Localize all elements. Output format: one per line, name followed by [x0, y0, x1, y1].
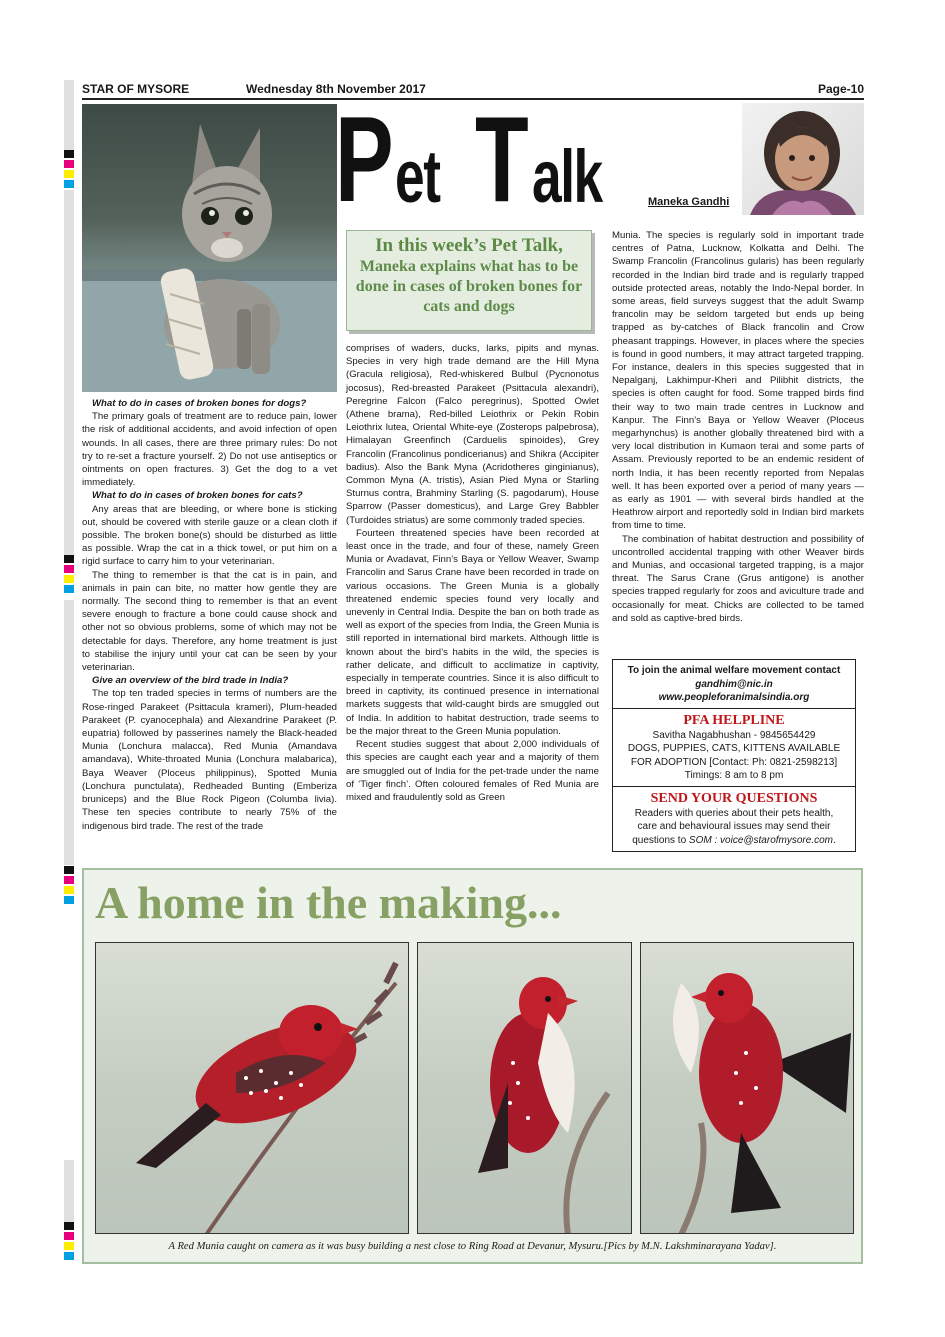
registration-mark	[64, 876, 74, 884]
masthead-letters-et: et	[395, 135, 440, 218]
registration-mark	[64, 896, 74, 904]
questions-line-2: care and behavioural issues may send their	[637, 821, 831, 832]
red-munia-illustration-1	[96, 943, 409, 1234]
helpline-contact: Savitha Nagabhushan - 9845654429	[652, 729, 816, 741]
adoption-line-2: FOR ADOPTION [Contact: Ph: 0821-2598213]	[630, 756, 838, 768]
article-paragraph: The primary goals of treatment are to reduce pain, lower the risk of additional accidents, and avoid infection of open wounds. In all cases, there are three primary rules: Do not try to re-set a fracture yourself. 2) Do not use antiseptics or ointments on open fractures. 3) Get the dog to a vet immediately.	[82, 411, 337, 489]
helpline-title: PFA HELPLINE	[683, 712, 785, 728]
paper-name: STAR OF MYSORE	[82, 82, 190, 96]
article-column-3	[612, 229, 864, 625]
registration-mark	[64, 160, 74, 168]
article-question: What to do in cases of broken bones for dogs?	[92, 398, 307, 409]
pull-quote-heading: In this week’s Pet Talk,	[375, 235, 563, 256]
registration-mark	[64, 180, 74, 188]
cat-photo-illustration	[82, 104, 337, 392]
cat-photo	[82, 104, 337, 392]
margin-strip	[64, 190, 74, 555]
questions-prefix: questions to	[632, 834, 689, 846]
questions-line-1: Readers with queries about their pets health,	[634, 807, 834, 819]
article-paragraph: Fourteen threatened species have been recorded at least once in the trade, and four of these, namely Green Munia or Avadavat, Finn’s Baya or Yellow Weaver, Swamp Francolin and Sarus Crane have been recorded in trade on various occasions. The Green Munia is a globally threatened endemic species found very locally and unevenly in Central India. Despite the ban on both trade as well as export of the species from India, the Green Munia is still reported in international bird markets. Although little is known about the bird’s habits in the wild, the species is rather delicate, and difficult to acclimatize in captivity, especially in temperate countries. Since it is also difficult to breed in captivity, its continued presence in international markets suggests that wild-caught birds are smuggled out of India. In addition to habitat destruction, trade seems to be the major threat to the Green Munia population.	[346, 527, 599, 737]
registration-mark	[64, 575, 74, 583]
article-paragraph: The combination of habitat destruction and possibility of uncontrolled accidental trapping with other Weaver birds and Munias, and occasional targeted trapping, is a major threat. The Sarus Crane (Grus antigone) is another species trapped regularly for zoos and aviculture trade and occasionally for meat. Chicks are collected to be tamed and sold as captive-bred birds.	[612, 533, 864, 624]
article-question: Give an overview of the bird trade in India?	[92, 675, 289, 687]
masthead-letters-alk: alk	[532, 135, 602, 218]
adoption-line-1: DOGS, PUPPIES, CATS, KITTENS AVAILABLE	[627, 743, 841, 754]
red-munia-illustration-2	[418, 943, 632, 1234]
article-paragraph: The top ten traded species in terms of numbers are the Rose-ringed Parakeet (Psittacula krameri), Plum-headed Parakeet (P. cyanocephala) and Alexandrine Parakeet (P. eupatria) followed by passerines namely the Black-headed Munia (Lonchura malacca), Red Munia (Amandava amandava), White-throated Munia (Lonchura malabarica), Baya Weaver (Ploceus philippinus), Spotted Munia (Lonchura punctulata), Redheaded Bunting (Emberiza bruniceps) and the Blue Rock Pigeon (Columba livia). These ten species contribute to nearly 75% of the indigenous bird trade. The rest of the trade	[82, 688, 337, 832]
author-byline: Maneka Gandhi	[648, 196, 730, 208]
issue-date: Wednesday 8th November 2017	[246, 82, 426, 96]
article-paragraph: comprises of waders, ducks, larks, pipits and mynas. Species in very high trade demand are the Hill Myna (Gracula religiosa), Red-whiskered Bulbul (Pycnonotus jocosus), Red-breasted Parakeet (Psittacula alexandri), Peregrine Falcon (Falco peregrinus), Spotted Owlet (Athene brama), Red-billed Leiothrix or Pekin Robin Leiothrix lutea, Oriental White-eye (Zosterops palpebrosa), Himalayan Greenfinch (Carduelis spinoides), Grey Francolin (Francolinus pondicerianus) and Shikra (Accipiter badius). Also the Bank Myna (Acridotheres ginginianus), Common Myna (A. tristis), Asian Pied Myna or Starling Sturnus contra, Brahminy Starling (S. pagodarum), House Sparrow (Passer domesticus), and Large Grey Babbler (Turdoides striatus) are some commonly traded species.	[346, 343, 599, 526]
red-munia-illustration-3	[641, 943, 854, 1234]
registration-mark	[64, 170, 74, 178]
page-header	[82, 80, 864, 100]
contact-email[interactable]: gandhim@nic.in	[695, 678, 773, 690]
questions-suffix: .	[833, 834, 836, 846]
registration-mark	[64, 1252, 74, 1260]
masthead-letter-p: P	[335, 91, 393, 227]
author-portrait-illustration	[742, 103, 864, 215]
article-column-1	[82, 397, 337, 833]
registration-mark	[64, 565, 74, 573]
photo-caption: A Red Munia caught on camera as it was busy building a nest close to Ring Road at Devanur, Mysuru.[Pics by M.N. Lakshminarayana Yadav].	[168, 1241, 777, 1252]
registration-mark	[64, 886, 74, 894]
margin-strip	[64, 1160, 74, 1222]
questions-title: SEND YOUR QUESTIONS	[650, 790, 818, 806]
margin-strip	[64, 600, 74, 865]
pull-quote	[346, 230, 592, 331]
divider	[613, 786, 855, 787]
registration-mark	[64, 1222, 74, 1230]
website-link[interactable]: www.peopleforanimalsindia.org	[658, 692, 810, 703]
photo-feature-title: A home in the making...	[95, 877, 562, 928]
helpline-timings: Timings: 8 am to 8 pm	[684, 770, 784, 781]
questions-line-3	[613, 834, 855, 848]
registration-mark	[64, 1232, 74, 1240]
red-munia-photo-1	[95, 942, 409, 1234]
registration-mark	[64, 555, 74, 563]
page-number: Page-10	[817, 82, 864, 96]
article-paragraph: Any areas that are bleeding, or where bone is sticking out, should be covered with sterile gauze or a clean cloth if possible. The broken bone(s) should be disturbed as little as possible. Wrap the cat in a thick towel, or put him on a rigid surface to carry him to your veterinarian.	[82, 503, 337, 568]
registration-mark	[64, 150, 74, 158]
registration-mark	[64, 585, 74, 593]
divider	[613, 708, 855, 709]
article-column-2	[346, 342, 599, 804]
article-paragraph: Munia. The species is regularly sold in important trade centres of Patna, Lucknow, Kolkatta and Delhi. The Swamp Francolin (Francolinus gularis) has been regularly recorded in the Indian bird trade and is regularly trapped outside protected areas, notably the Indo-Nepal border. In some areas, field surveys suggest that the adult Swamp francolin may be seldom targeted but ends up being trapped as by-catches of Black francolin and Crow pheasant trappings. However, in places where the species is found in good numbers, it may attract targeted trapping. For instance, dealers in this species suggested that in Nepalganj, Lakhimpur-Kheri and Pilibhit districts, the species is often caught for food. Some trapped birds find their way to two main trade centres in Lucknow and Kanpur. The Finn’s Baya or Yellow Weaver (Ploceus megarhynchus) is another globally threatened bird with a very local distribution in Kumaon terai and some parts of Assam. Previously reported to be an endemic resident of north India, it has been recently reported from Nepalas well. It has been exported over a period of many years — as early as 1901 — with several birds handled at the Heathrow airport and reportedly sold in Indian bird markets from time to time.	[612, 230, 864, 532]
registration-mark	[64, 866, 74, 874]
masthead-letter-t: T	[475, 91, 528, 227]
margin-strip	[64, 80, 74, 150]
red-munia-photo-3	[640, 942, 854, 1234]
join-text: To join the animal welfare movement contact	[627, 665, 841, 676]
article-paragraph: The thing to remember is that the cat is in pain, and animals in pain can bite, no matter how gentle they are normally. The second thing to remember is that an event severe enough to fracture a bone could cause shock and other not so obvious problems, some of which may not be detectable for days. Therefore, any home treatment is just to stabilise the injury until your cat can be seen by your veterinarian.	[82, 569, 337, 674]
red-munia-photo-2	[417, 942, 632, 1234]
registration-mark	[64, 1242, 74, 1250]
article-question: What to do in cases of broken bones for cats?	[92, 490, 303, 502]
author-photo	[742, 103, 864, 215]
article-paragraph: Recent studies suggest that about 2,000 individuals of this species are caught each year and a majority of them are smuggled out of India for the pet-trade under the name of ‘Tiger finch’. Often coloured females of Red Munia are mixed and fraudulently sold as Green	[346, 739, 599, 803]
helpline-box	[612, 659, 856, 852]
questions-email[interactable]: SOM : voice@starofmysore.com	[688, 834, 833, 846]
pull-quote-text: Maneka explains what has to be done in cases of broken bones for cats and dogs	[355, 258, 583, 315]
